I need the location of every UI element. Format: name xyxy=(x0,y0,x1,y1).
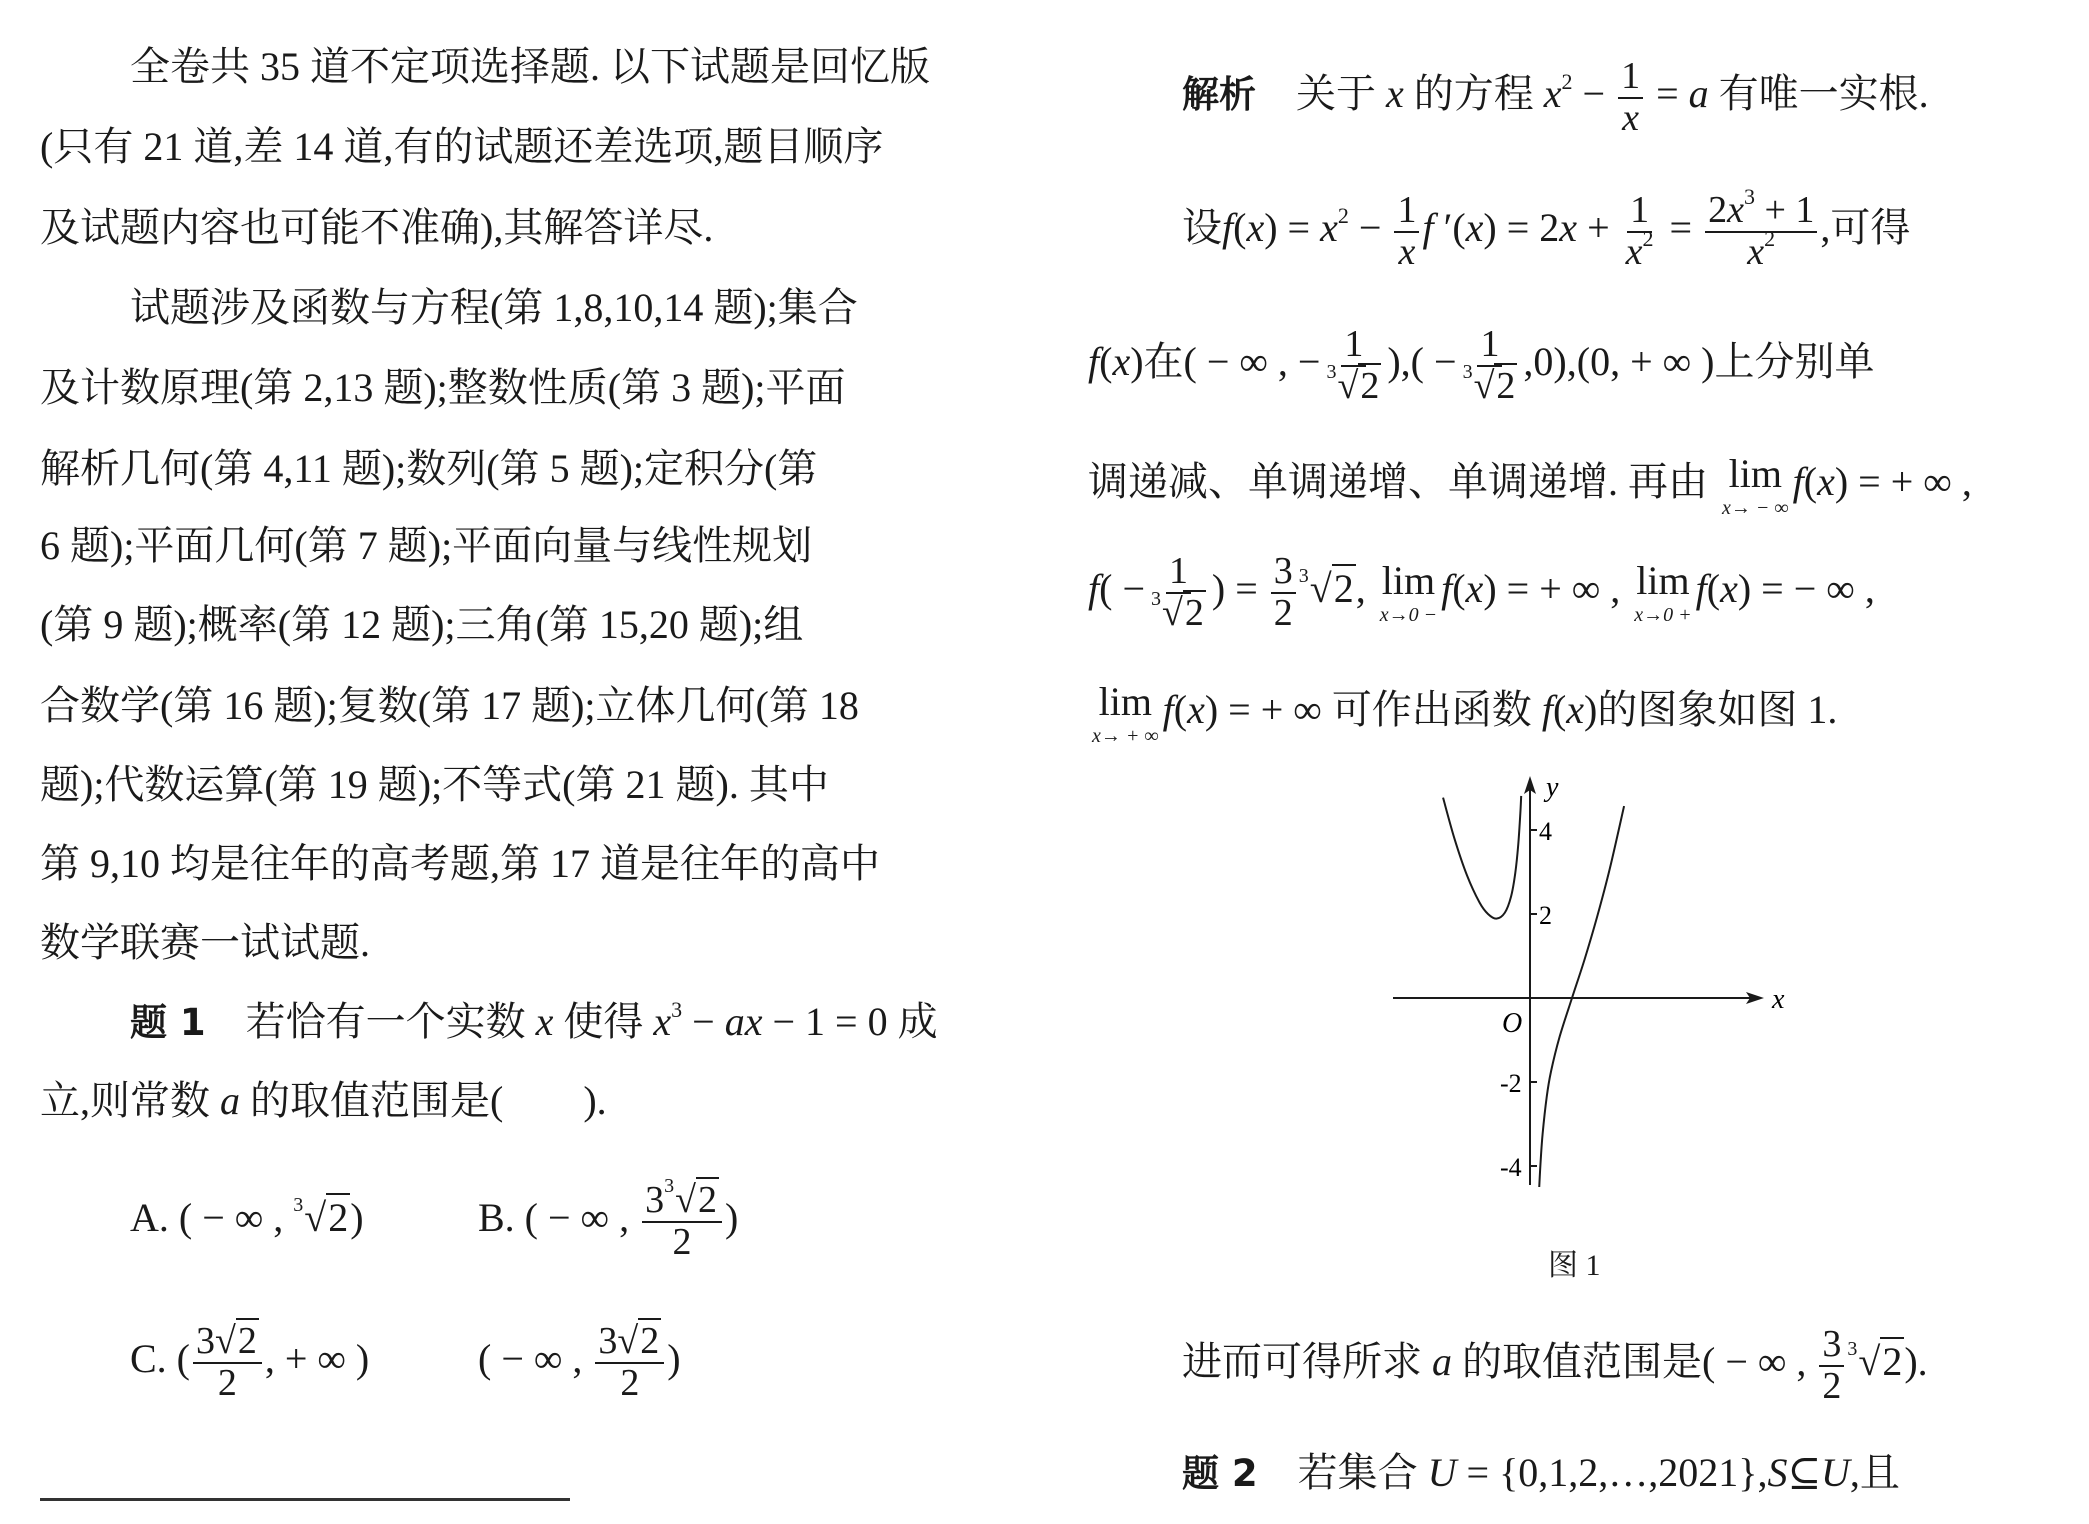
line-content xyxy=(40,826,880,902)
text-run: ( xyxy=(1552,687,1567,732)
math-variable: U xyxy=(1427,1450,1457,1495)
text-run: , xyxy=(1355,566,1376,611)
text-run: 数学联赛一试试题. xyxy=(40,920,370,965)
text-run: 解析几何(第 4,11 题);数列(第 5 题);定积分(第 xyxy=(40,446,818,491)
text-run: ) = xyxy=(1211,566,1268,611)
line-content xyxy=(40,747,829,823)
math-variable: x xyxy=(1622,96,1640,139)
text-run: 2 xyxy=(1708,188,1728,231)
text-run: )在( − ∞ , − xyxy=(1130,339,1321,384)
text-run: ,0),(0, + ∞ )上分别单 xyxy=(1523,339,1875,384)
text-run: 的取值范围是( ). xyxy=(240,1078,607,1123)
cube-root xyxy=(664,1174,719,1221)
fraction xyxy=(1819,1322,1844,1407)
limit xyxy=(1092,678,1159,747)
right-text-line xyxy=(1182,1322,1928,1407)
math-variable: x xyxy=(1465,205,1484,250)
numerator xyxy=(1271,549,1296,594)
math-variable: x xyxy=(1566,687,1585,732)
y-tick-label: 4 xyxy=(1539,817,1552,846)
text-run: 若恰有一个实数 xyxy=(205,999,536,1044)
text-run: 若集合 xyxy=(1257,1450,1428,1495)
text-run: 使得 xyxy=(553,999,654,1044)
fraction xyxy=(1148,549,1209,634)
fraction xyxy=(1271,549,1296,634)
text-run: 3 xyxy=(1822,1322,1842,1365)
answer-option xyxy=(478,1319,681,1404)
text-run: 1 xyxy=(1397,188,1417,231)
math-variable: x xyxy=(1246,205,1265,250)
cube-root xyxy=(293,1180,350,1256)
text-run: ( xyxy=(1099,339,1113,384)
text-run: , + ∞ ) xyxy=(264,1336,370,1381)
right-text-line xyxy=(1088,549,1875,634)
text-run: 3 xyxy=(598,1319,618,1362)
line-content xyxy=(40,109,883,185)
function-graph xyxy=(1380,770,1800,1200)
y-tick-label: -2 xyxy=(1500,1069,1522,1098)
root-index: 3 xyxy=(1298,565,1309,587)
answer-option xyxy=(478,1174,739,1263)
text-run: + xyxy=(1577,205,1620,250)
text-run: ) = + ∞ 可作出函数 xyxy=(1204,687,1542,732)
line-content xyxy=(1182,56,1929,139)
y-tick-label: 2 xyxy=(1539,901,1552,930)
text-run: ). xyxy=(1904,1339,1928,1384)
line-content xyxy=(130,984,938,1061)
text-run: 调递减、单调递增、单调递增. 再由 xyxy=(1088,459,1718,504)
text-run: 2 xyxy=(620,1361,640,1404)
limit-subscript: x→0 − xyxy=(1379,603,1438,626)
math-variable: x xyxy=(1720,566,1738,611)
text-run: 进而可得所求 xyxy=(1182,1339,1432,1384)
denominator xyxy=(1271,591,1296,634)
line-content xyxy=(1182,183,1911,273)
right-text-line xyxy=(1088,322,1875,407)
cube-root xyxy=(1151,587,1206,634)
fraction xyxy=(595,1319,664,1404)
math-variable: a xyxy=(220,1078,240,1123)
text-run: − xyxy=(682,999,725,1044)
cube-root xyxy=(1299,551,1356,627)
text-run: 的取值范围是( − ∞ , xyxy=(1452,1339,1817,1384)
answer-option xyxy=(130,1319,370,1404)
exponent: 2 xyxy=(1561,69,1573,94)
text-run: ),( − xyxy=(1387,339,1457,384)
line-content xyxy=(40,190,713,266)
math-variable: x xyxy=(1398,230,1416,273)
numerator xyxy=(1819,1322,1844,1367)
denominator xyxy=(617,1361,642,1404)
text-run: 1 xyxy=(1480,322,1500,365)
radical-sign: √ xyxy=(1337,364,1359,407)
fraction xyxy=(1618,54,1643,139)
root-index: 3 xyxy=(293,1194,304,1216)
line-content xyxy=(478,1174,739,1263)
exponent: 3 xyxy=(1743,183,1755,209)
limit xyxy=(1722,450,1789,519)
math-variable: x xyxy=(1465,566,1484,611)
left-text-line xyxy=(40,668,859,744)
y-axis-label: y xyxy=(1546,772,1559,803)
text-run: (第 9 题);概率(第 12 题);三角(第 15,20 题);组 xyxy=(40,602,804,647)
answer-option xyxy=(130,1180,364,1256)
left-text-line xyxy=(40,1063,607,1139)
text-run: ( xyxy=(1803,459,1818,504)
math-variable: U xyxy=(1821,1450,1850,1495)
denominator xyxy=(1819,1364,1844,1407)
math-variable: f xyxy=(1695,566,1707,611)
text-run: ,且 xyxy=(1849,1450,1900,1495)
text-run: ( xyxy=(1173,687,1188,732)
math-variable: f xyxy=(1088,566,1100,611)
left-text-line xyxy=(130,270,858,346)
text-run: (只有 21 道,差 14 道,有的试题还差选项,题目顺序 xyxy=(40,124,884,169)
text-run: 全卷共 35 道不定项选择题. 以下试题是回忆版 xyxy=(130,44,930,89)
right-text-line xyxy=(1182,54,1929,139)
line-content xyxy=(1182,1324,1928,1407)
text-run: 立,则常数 xyxy=(40,1078,220,1123)
lim-operator: lim xyxy=(1636,557,1690,603)
cube-root xyxy=(1462,360,1518,407)
radicand: 2 xyxy=(697,1178,717,1221)
line-content xyxy=(40,508,812,584)
curve-right-branch xyxy=(1539,806,1624,1187)
text-run: 1 xyxy=(1621,54,1641,97)
math-variable: f xyxy=(1422,205,1434,250)
limit xyxy=(1379,557,1438,626)
text-run: 合数学(第 16 题);复数(第 17 题);立体几何(第 18 xyxy=(40,683,859,728)
text-run: ) = xyxy=(1264,205,1321,250)
y-tick-label: -4 xyxy=(1500,1153,1522,1182)
text-run: − xyxy=(1348,205,1392,250)
radical-sign: √ xyxy=(215,1319,236,1362)
left-text-line xyxy=(130,29,930,105)
math-variable: f xyxy=(1222,205,1234,250)
text-run: 2 xyxy=(1822,1364,1842,1407)
text-run: 的方程 xyxy=(1403,71,1544,116)
square-root xyxy=(215,1319,259,1362)
text-run: 2 xyxy=(1273,591,1293,634)
limit-subscript: x→ − ∞ xyxy=(1722,496,1789,519)
math-variable: f xyxy=(1088,339,1100,384)
radical-sign: √ xyxy=(617,1319,639,1362)
left-text-line xyxy=(40,905,370,981)
text-run: )的图象如图 1. xyxy=(1584,687,1838,732)
exponent: 3 xyxy=(671,997,683,1022)
math-variable: x xyxy=(1320,205,1338,250)
line-content xyxy=(1088,551,1875,634)
text-run: 题);代数运算(第 19 题);不等式(第 21 题). 其中 xyxy=(40,762,829,807)
text-run: C. ( xyxy=(130,1336,190,1381)
text-run: 3 xyxy=(645,1178,665,1221)
math-variable: x xyxy=(1543,71,1562,116)
root-index: 3 xyxy=(1847,1338,1858,1360)
text-run: 6 题);平面几何(第 7 题);平面向量与线性规划 xyxy=(40,523,813,568)
line-content xyxy=(130,29,930,105)
text-run: ( − xyxy=(1099,566,1146,611)
root-index: 3 xyxy=(664,1174,675,1197)
radicand: 2 xyxy=(1333,566,1354,611)
left-text-line xyxy=(40,190,713,266)
line-content xyxy=(1088,444,1972,520)
math-variable: ax xyxy=(724,999,763,1044)
denominator xyxy=(1460,360,1521,407)
text-run: ) xyxy=(350,1195,364,1240)
math-variable: x xyxy=(1386,71,1404,116)
lim-operator: lim xyxy=(1098,678,1152,724)
radicand: 2 xyxy=(1184,591,1204,634)
math-variable: a xyxy=(1688,71,1709,116)
numerator xyxy=(1477,322,1502,367)
cube-root xyxy=(1326,360,1382,407)
text-run: ) = + ∞ , xyxy=(1834,459,1972,504)
text-run: − 1 = 0 成 xyxy=(762,999,938,1044)
text-run: 1 xyxy=(1168,549,1188,592)
denominator xyxy=(1623,225,1657,273)
text-run: 3 xyxy=(1273,549,1293,592)
line-content xyxy=(1182,1435,1900,1512)
math-variable: f xyxy=(1162,687,1174,732)
math-variable: f xyxy=(1792,459,1804,504)
left-text-line xyxy=(40,747,829,823)
line-content xyxy=(40,431,817,507)
limit-subscript: x→ + ∞ xyxy=(1092,724,1159,747)
cube-root xyxy=(1847,1324,1904,1400)
numerator xyxy=(1618,54,1643,99)
fraction xyxy=(1623,188,1657,273)
text-run: A. ( − ∞ , xyxy=(130,1195,294,1240)
text-run: = xyxy=(1646,71,1689,116)
right-text-line xyxy=(1088,672,1837,748)
left-text-line xyxy=(40,431,817,507)
radicand: 2 xyxy=(640,1319,660,1362)
math-variable: f xyxy=(1441,566,1453,611)
numerator xyxy=(193,1319,262,1364)
math-variable: x xyxy=(1727,188,1744,231)
text-run: 2 xyxy=(672,1220,692,1263)
text-run: 关于 xyxy=(1256,71,1386,116)
radicand: 2 xyxy=(1882,1339,1903,1384)
text-run: ( xyxy=(1706,566,1721,611)
text-run: ) xyxy=(724,1195,739,1240)
text-run: ) = + ∞ , xyxy=(1483,566,1631,611)
fraction xyxy=(1394,188,1419,273)
text-run: 有唯一实根. xyxy=(1708,71,1929,116)
root-index: 3 xyxy=(1151,587,1162,610)
text-run: ) = − ∞ , xyxy=(1737,566,1875,611)
fraction xyxy=(1324,322,1385,407)
line-content xyxy=(478,1321,681,1404)
text-run: B. ( − ∞ , xyxy=(478,1195,640,1240)
fraction xyxy=(642,1174,722,1263)
denominator xyxy=(1744,225,1778,273)
footnote-rule xyxy=(40,1498,570,1501)
lim-operator: lim xyxy=(1381,557,1436,603)
text-run: ( xyxy=(1452,566,1466,611)
math-variable: x xyxy=(1817,459,1835,504)
text-run: 及试题内容也可能不准确),其解答详尽. xyxy=(40,205,714,250)
denominator xyxy=(215,1361,240,1404)
line-content xyxy=(40,1063,607,1139)
math-variable: a xyxy=(1432,1339,1452,1384)
left-text-line xyxy=(40,508,812,584)
section-label: 题 1 xyxy=(130,1001,206,1044)
limit-subscript: x→0 + xyxy=(1634,603,1692,626)
radical-sign: √ xyxy=(1162,591,1183,634)
radicand: 2 xyxy=(237,1319,257,1362)
denominator xyxy=(1148,587,1209,634)
exponent: 2 xyxy=(1337,203,1349,228)
left-text-line xyxy=(40,350,846,426)
line-content xyxy=(40,350,846,426)
math-variable: x xyxy=(1559,205,1578,250)
limit xyxy=(1634,557,1692,626)
right-text-line xyxy=(1182,1435,1900,1511)
denominator xyxy=(670,1220,695,1263)
text-run: = xyxy=(1659,205,1703,250)
lim-operator: lim xyxy=(1728,450,1782,496)
line-content xyxy=(1088,324,1874,407)
text-run: ) xyxy=(667,1336,681,1381)
text-run: 2 xyxy=(217,1361,237,1404)
text-run: ) = 2 xyxy=(1483,205,1560,250)
left-text-line xyxy=(40,587,803,663)
math-variable: x xyxy=(1187,687,1205,732)
text-run: ⊆ xyxy=(1787,1450,1822,1495)
root-index: 3 xyxy=(1462,360,1473,383)
radical-sign: √ xyxy=(1309,566,1332,611)
line-content xyxy=(1088,672,1837,748)
exponent: 2 xyxy=(1764,225,1776,251)
math-variable: x xyxy=(1112,339,1131,384)
fraction xyxy=(1705,183,1817,273)
left-text-line xyxy=(40,826,880,902)
origin-label: O xyxy=(1502,1008,1523,1039)
text-run: 设 xyxy=(1182,205,1222,250)
root-index: 3 xyxy=(1326,360,1337,383)
text-run: = {0,1,2,…,2021}, xyxy=(1456,1450,1768,1495)
numerator xyxy=(1394,188,1419,233)
exponent: 2 xyxy=(1642,225,1654,251)
text-run: ′( xyxy=(1433,205,1466,250)
denominator xyxy=(1324,360,1385,407)
math-variable: f xyxy=(1541,687,1553,732)
radical-sign: √ xyxy=(304,1195,327,1240)
radical-sign: √ xyxy=(1473,364,1495,407)
line-content xyxy=(130,1180,364,1256)
math-variable: x xyxy=(1747,230,1765,273)
numerator xyxy=(642,1174,722,1223)
numerator xyxy=(1341,322,1366,367)
numerator xyxy=(595,1319,664,1364)
denominator xyxy=(1619,96,1642,139)
math-variable: x xyxy=(653,999,672,1044)
radical-sign: √ xyxy=(675,1178,696,1221)
section-label: 解析 xyxy=(1182,73,1256,116)
text-run: − xyxy=(1572,71,1616,116)
text-run: ,可得 xyxy=(1820,205,1911,250)
x-axis-label: x xyxy=(1772,984,1785,1015)
section-label: 题 2 xyxy=(1182,1452,1258,1495)
math-variable: S xyxy=(1767,1450,1788,1495)
text-run: 试题涉及函数与方程(第 1,8,10,14 题);集合 xyxy=(130,285,858,330)
text-run: ( − ∞ , xyxy=(478,1336,593,1381)
radicand: 2 xyxy=(1360,364,1380,407)
denominator xyxy=(1396,230,1419,273)
square-root xyxy=(617,1319,661,1362)
text-run: 1 xyxy=(1344,322,1364,365)
numerator xyxy=(1166,549,1191,594)
fraction xyxy=(1460,322,1521,407)
line-content xyxy=(40,905,370,981)
left-text-line xyxy=(130,984,938,1060)
radicand: 2 xyxy=(328,1195,349,1240)
math-variable: x xyxy=(535,999,554,1044)
line-content xyxy=(40,668,859,744)
left-text-line xyxy=(40,109,883,185)
radicand: 2 xyxy=(1496,364,1516,407)
line-content xyxy=(40,587,803,663)
line-content xyxy=(130,1321,369,1404)
numerator xyxy=(1705,183,1817,233)
right-text-line xyxy=(1182,183,1911,273)
figure-caption: 图 1 xyxy=(1548,1249,1601,1282)
curve-left-branch xyxy=(1443,796,1521,919)
line-content xyxy=(130,270,858,346)
text-run: 第 9,10 均是往年的高考题,第 17 道是往年的高中 xyxy=(40,841,880,886)
text-run: 1 xyxy=(1630,188,1650,231)
text-run: + 1 xyxy=(1754,188,1815,231)
radical-sign: √ xyxy=(1858,1339,1881,1384)
math-variable: x xyxy=(1625,230,1643,273)
right-text-line xyxy=(1088,444,1972,520)
text-run: ( xyxy=(1233,205,1247,250)
fraction xyxy=(193,1319,262,1404)
text-run: 3 xyxy=(196,1319,215,1362)
text-run: 及计数原理(第 2,13 题);整数性质(第 3 题);平面 xyxy=(40,365,846,410)
